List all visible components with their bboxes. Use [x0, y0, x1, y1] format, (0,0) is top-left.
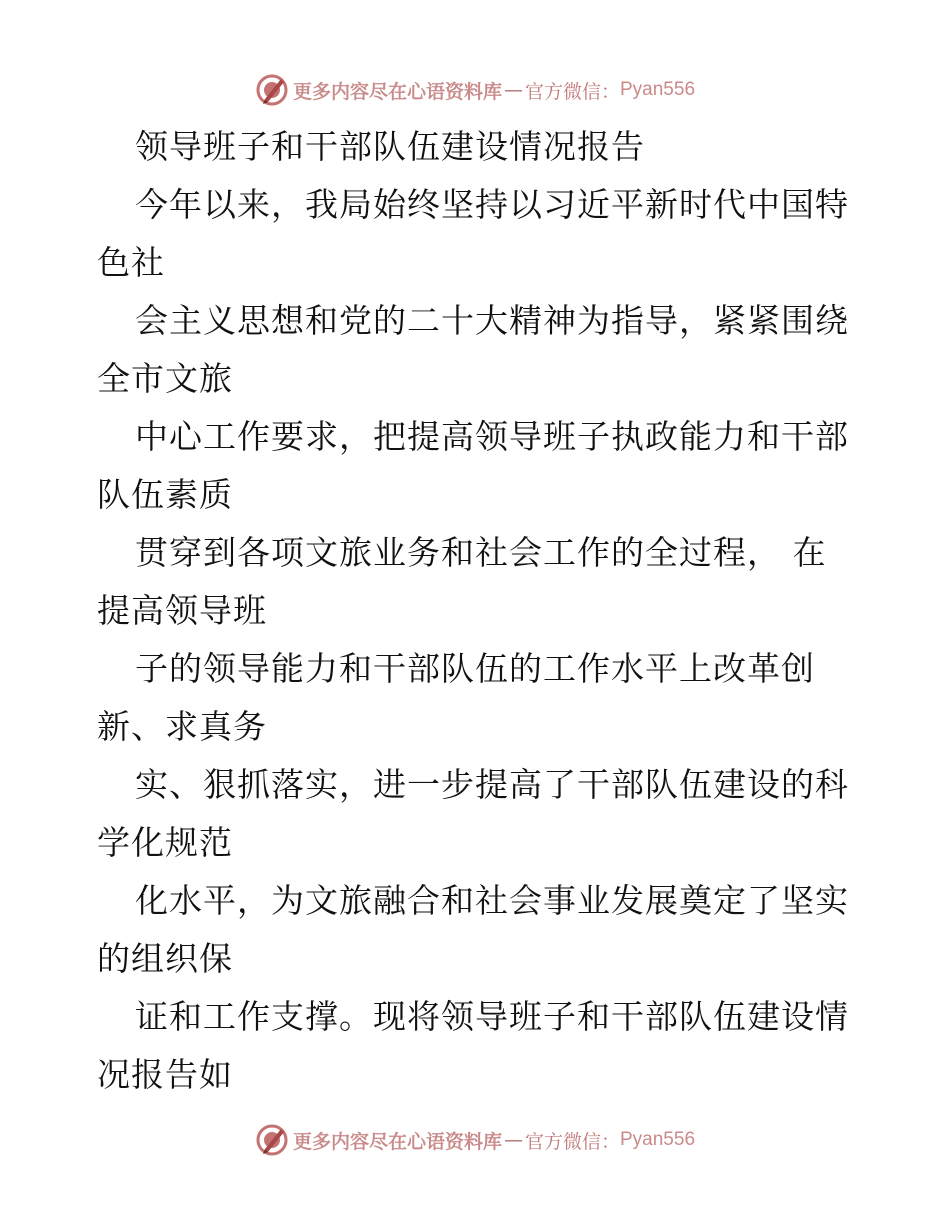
banner-wechat-label: 官方微信：: [524, 1130, 620, 1153]
footer-watermark-banner: [0, 1120, 950, 1160]
paragraph-line: 学化规范: [97, 823, 233, 862]
document-body: [97, 118, 857, 1104]
banner-wechat-id: Pyan556: [620, 1129, 696, 1150]
paragraph-line: 实、狠抓落实，进一步提高了干部队伍建设的科: [135, 765, 849, 804]
banner-separator: —: [503, 1129, 523, 1151]
banner-wechat-id: Pyan556: [620, 79, 696, 100]
paragraph-line: 况报告如: [97, 1055, 233, 1094]
banner-wechat-label: 官方微信：: [524, 80, 620, 103]
pen-logo-icon: [255, 73, 289, 107]
paragraph-line: 今年以来，我局始终坚持以习近平新时代中国特: [135, 185, 849, 224]
paragraph-line: 化水平，为文旅融合和社会事业发展奠定了坚实: [135, 881, 849, 920]
document-title: 领导班子和干部队伍建设情况报告: [135, 127, 645, 166]
banner-text: 更多内容尽在心语资料库: [292, 80, 502, 103]
paragraph-line: 色社: [97, 243, 165, 282]
paragraph-line: 子的领导能力和干部队伍的工作水平上改革创: [135, 649, 815, 688]
paragraph-line: 提高领导班: [97, 591, 267, 630]
paragraph-line: 贯穿到各项文旅业务和社会工作的全过程， 在: [135, 533, 827, 572]
pen-logo-icon: [255, 1123, 289, 1157]
paragraph-line: 中心工作要求，把提高领导班子执政能力和干部: [135, 417, 849, 456]
header-watermark-banner: [0, 70, 950, 110]
banner-separator: —: [503, 79, 523, 101]
paragraph-line: 队伍素质: [97, 475, 233, 514]
paragraph-line: 全市文旅: [97, 359, 233, 398]
banner-text: 更多内容尽在心语资料库: [292, 1130, 502, 1153]
paragraph-line: 会主义思想和党的二十大精神为指导，紧紧围绕: [135, 301, 849, 340]
paragraph-line: 证和工作支撑。现将领导班子和干部队伍建设情: [135, 997, 849, 1036]
paragraph-line: 的组织保: [97, 939, 233, 978]
paragraph-line: 新、求真务: [97, 707, 267, 746]
